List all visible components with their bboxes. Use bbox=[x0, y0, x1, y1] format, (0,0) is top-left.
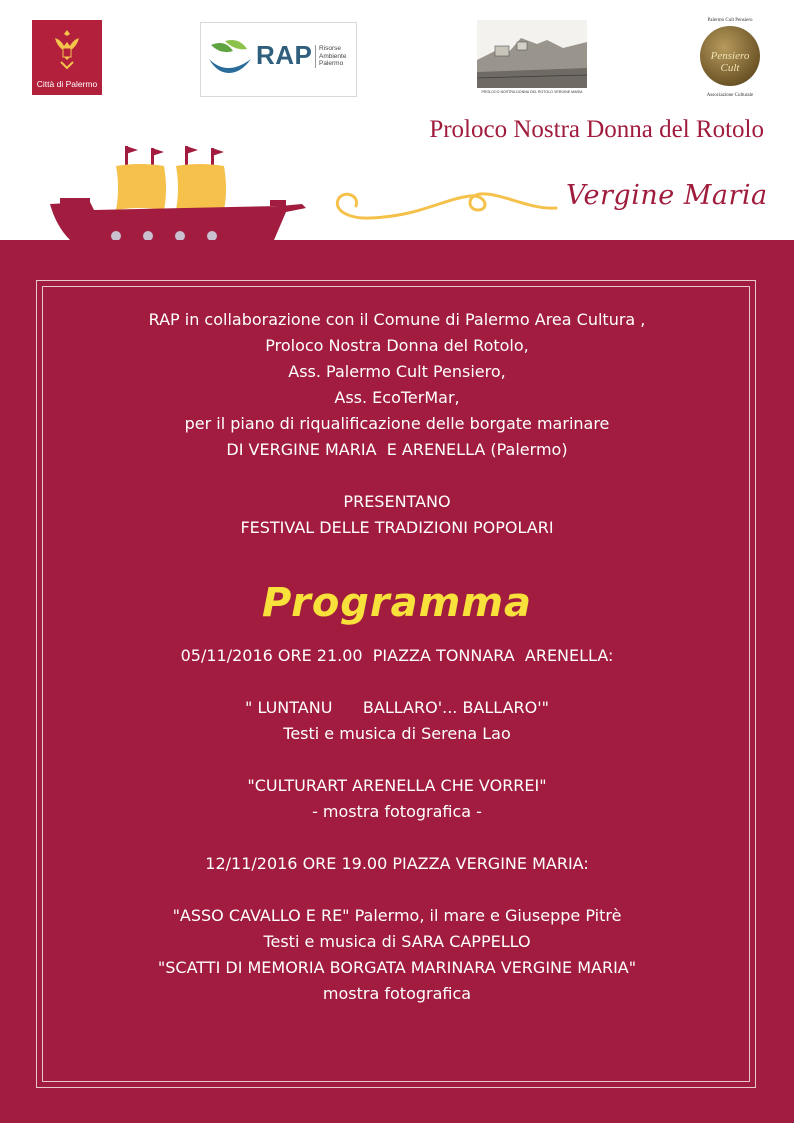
program-panel bbox=[0, 240, 794, 1123]
palermo-cult-pensiero-logo bbox=[692, 18, 768, 98]
intro-line: DI VERGINE MARIA E ARENELLA (Palermo) bbox=[226, 440, 568, 459]
cult-mark: Pensiero Cult bbox=[710, 50, 750, 74]
event-date: 05/11/2016 ORE 21.00 PIAZZA TONNARA ARENELLA: bbox=[180, 646, 614, 665]
event-expo-title: "SCATTI DI MEMORIA BORGATA MARINARA VERGINE MARIA" bbox=[157, 958, 637, 977]
intro-line: Proloco Nostra Donna del Rotolo, bbox=[265, 336, 529, 355]
rap-sub-line: Ambiente bbox=[319, 52, 347, 60]
cult-disc bbox=[700, 26, 760, 86]
presentano-text: PRESENTANO bbox=[343, 492, 451, 511]
intro-line: Ass. EcoTerMar, bbox=[334, 388, 460, 407]
rap-wordmark: RAP bbox=[256, 40, 313, 70]
intro-line: Ass. Palermo Cult Pensiero, bbox=[288, 362, 506, 381]
rap-sub-line: Risorse bbox=[319, 45, 342, 52]
rap-sub-line: Palermo bbox=[319, 60, 344, 67]
leaf-hand-icon bbox=[207, 37, 253, 77]
event-expo-title: "CULTURART ARENELLA CHE VORREI" bbox=[247, 776, 547, 795]
eagle-crest-icon bbox=[51, 28, 83, 70]
rap-subtitle bbox=[315, 45, 359, 68]
event-show-credit: Testi e musica di Serena Lao bbox=[283, 724, 511, 743]
event-expo-note: mostra fotografica bbox=[322, 984, 472, 1003]
page-title: Proloco Nostra Donna del Rotolo bbox=[429, 116, 764, 143]
swirl-ornament-icon bbox=[330, 180, 560, 230]
event-expo-note: - mostra fotografica - bbox=[312, 802, 482, 821]
intro-line: RAP in collaborazione con il Comune di Palermo Area Cultura , bbox=[148, 310, 646, 329]
event-date: 12/11/2016 ORE 19.00 PIAZZA VERGINE MARIA: bbox=[205, 854, 589, 873]
event-show-title: "ASSO CAVALLO E RE" Palermo, il mare e Giuseppe Pitrè bbox=[172, 906, 622, 925]
palermo-caption: Città di Palermo bbox=[36, 79, 98, 89]
intro-block bbox=[0, 307, 794, 541]
programma-heading: Programma bbox=[262, 580, 532, 626]
rap-logo bbox=[200, 22, 357, 97]
coastal-sketch-image bbox=[477, 20, 587, 88]
festival-title: FESTIVAL DELLE TRADIZIONI POPOLARI bbox=[240, 518, 554, 537]
events-block bbox=[0, 643, 794, 1007]
cult-top-text: Palermo Cult Pensiero bbox=[707, 18, 753, 23]
intro-line: per il piano di riqualificazione delle borgate marinare bbox=[184, 414, 610, 433]
event-show-credit: Testi e musica di SARA CAPPELLO bbox=[263, 932, 531, 951]
citta-di-palermo-logo bbox=[32, 20, 102, 95]
photo-caption: PROLOCO NOSTRA DONNA DEL ROTOLO VERGINE MARIA bbox=[481, 90, 583, 94]
subtitle: Vergine Maria bbox=[566, 180, 768, 211]
ship-illustration-icon bbox=[50, 146, 310, 242]
cult-bottom-text: Associazione Culturale bbox=[706, 93, 754, 98]
proloco-photo-logo bbox=[477, 20, 587, 94]
header bbox=[0, 0, 794, 240]
event-show-title: " LUNTANU BALLARO'... BALLARO'" bbox=[245, 698, 549, 717]
